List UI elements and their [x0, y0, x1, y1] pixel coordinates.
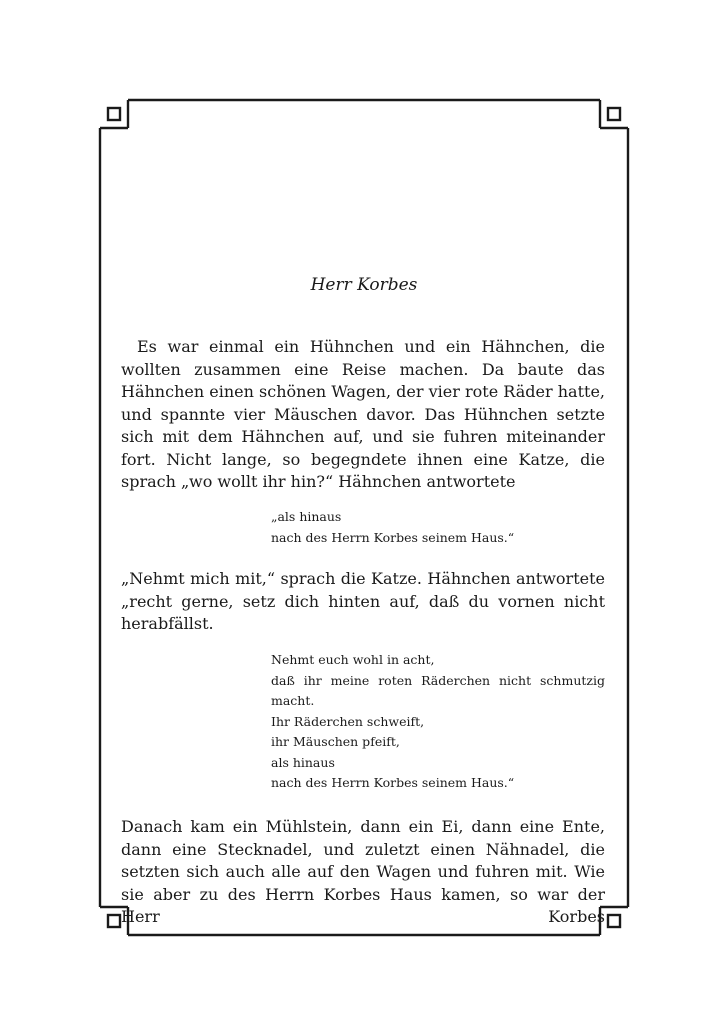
verse-line: Nehmt euch wohl in acht,	[271, 652, 435, 667]
verse-line: nach des Herrn Korbes seinem Haus.“	[271, 529, 515, 545]
verse-line: ihr Mäuschen pfeift,	[271, 734, 400, 749]
paragraph-2: „Nehmt mich mit,“ sprach die Katze. Hähnchen antwortete „recht gerne, setz dich hinten auf, daß du vornen nicht herabfällst.	[121, 569, 605, 633]
paragraph-3: Danach kam ein Mühlstein, dann ein Ei, dann eine Ente, dann eine Stecknadel, und zuletzt einen Nähnadel, die setzten sich auch alle auf den Wagen und fuhren mit. Wie sie aber zu des Herrn Korbes Haus kamen, so war der Herr Korbes	[121, 817, 605, 926]
verse-line: „als hinaus	[271, 509, 342, 524]
verse-line: macht.	[271, 693, 315, 708]
verse-block-2	[271, 650, 605, 794]
verse-line: daß ihr meine roten Räderchen nicht schmutzig	[271, 672, 605, 688]
verse-line: als hinaus	[271, 754, 335, 770]
verse-line: Ihr Räderchen schweift,	[271, 713, 425, 729]
paragraph-1: Es war einmal ein Hühnchen und ein Hähnchen, die wollten zusammen eine Reise machen. Da baute das Hähnchen einen schönen Wagen, der vier rote Räder hatte, und spannte vier Mäuschen davor. Das Hühnchen setzte sich mit dem Hähnchen auf, und sie fuhren miteinander fort. Nicht lange, so begegndete ihnen eine Katze, die sprach „wo wollt ihr hin?“ Hähnchen antwortete	[121, 337, 605, 491]
verse-block-1	[271, 507, 605, 548]
verse-line: nach des Herrn Korbes seinem Haus.“	[271, 775, 515, 790]
page-title: Herr Korbes	[310, 275, 418, 295]
